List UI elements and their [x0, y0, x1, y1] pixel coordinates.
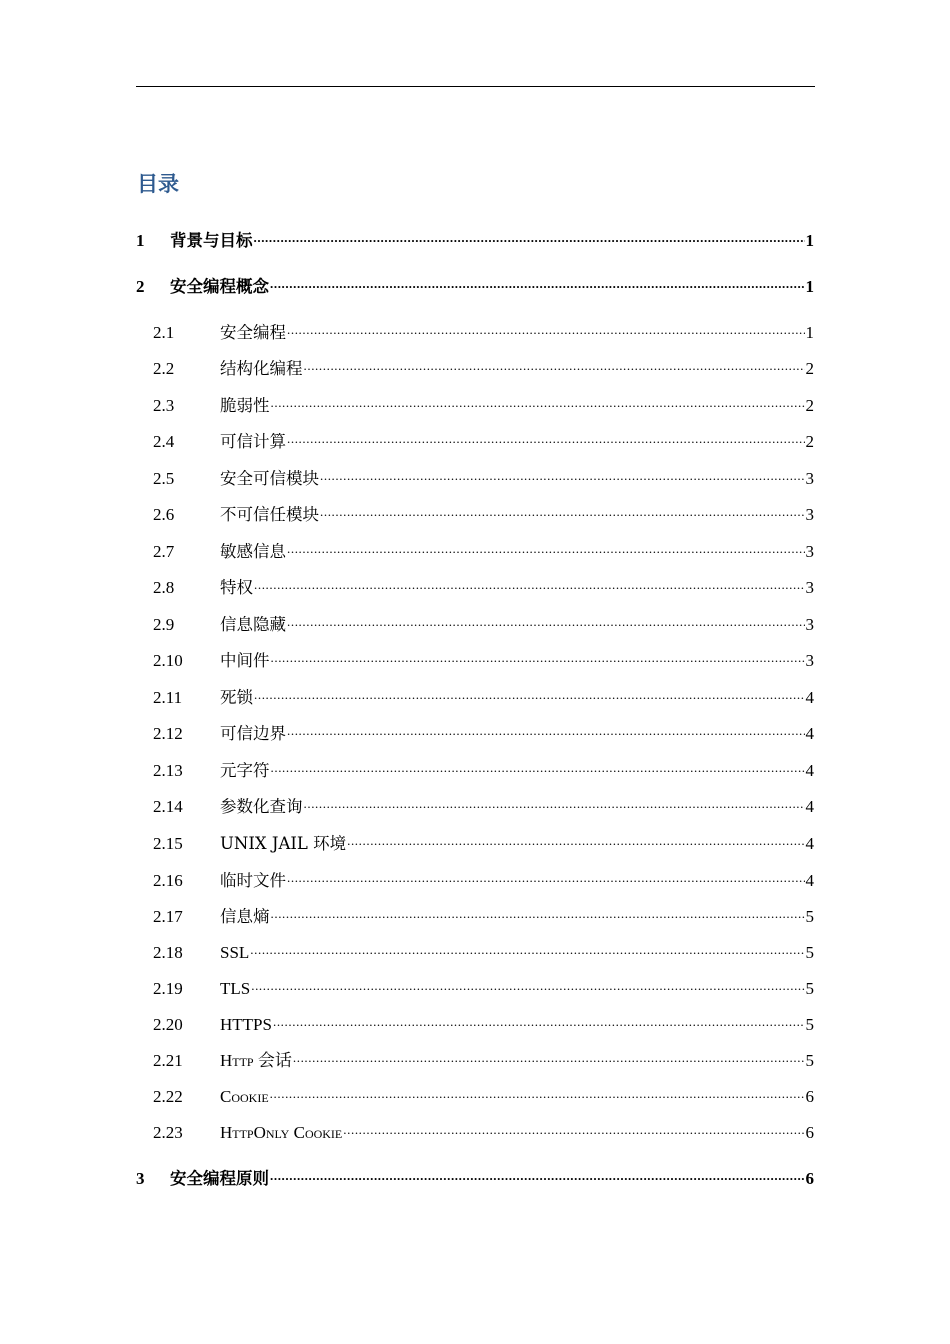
- toc-entry-number: 2.13: [153, 761, 183, 780]
- dot-leader: [287, 715, 805, 739]
- toc-entry-number: 2.9: [153, 615, 175, 634]
- toc-entry-label: 安全编程: [220, 323, 286, 342]
- toc-entry-2-13[interactable]: [136, 752, 814, 780]
- toc-entry-page: 6: [805, 1087, 814, 1106]
- toc-entry-number: 2.2: [153, 359, 175, 378]
- toc-entry-number: 2: [136, 277, 145, 296]
- dot-leader: [293, 1042, 805, 1066]
- toc-entry-label: 背景与目标: [170, 231, 253, 250]
- toc-entry-2-11[interactable]: [136, 679, 814, 707]
- dot-leader: [271, 752, 805, 776]
- toc-entry-page: 6: [805, 1169, 814, 1188]
- dot-leader: [343, 1114, 804, 1138]
- dot-leader: [287, 862, 805, 886]
- toc-entry-label: SSL: [220, 943, 250, 962]
- toc-entry-2-4[interactable]: [136, 423, 814, 451]
- toc-entry-2-12[interactable]: [136, 715, 814, 743]
- toc-entry-page: 4: [805, 724, 814, 743]
- toc-entry-number: 3: [136, 1169, 145, 1188]
- dot-leader: [271, 387, 805, 411]
- toc-entry-2-9[interactable]: [136, 606, 814, 634]
- toc-entry-page: 3: [805, 469, 814, 488]
- toc-entry-label: 参数化查询: [220, 797, 303, 816]
- toc-entry-number: 2.5: [153, 469, 175, 488]
- toc-entry-2-19[interactable]: [136, 970, 814, 998]
- toc-entry-label: Cookie: [220, 1087, 269, 1106]
- dot-leader: [251, 970, 804, 994]
- toc-entry-page: 2: [805, 359, 814, 378]
- toc-entry-2[interactable]: [136, 268, 814, 296]
- toc-entry-2-20[interactable]: [136, 1006, 814, 1034]
- toc-entry-page: 4: [805, 834, 814, 853]
- toc-entry-label: HTTPS: [220, 1015, 272, 1034]
- dot-leader: [270, 1078, 805, 1102]
- toc-entry-2-5[interactable]: [136, 460, 814, 488]
- dot-leader: [271, 642, 805, 666]
- toc-entry-number: 2.6: [153, 505, 175, 524]
- toc-entry-2-21[interactable]: [136, 1042, 814, 1070]
- dot-leader: [270, 268, 805, 292]
- toc-entry-2-6[interactable]: [136, 496, 814, 524]
- dot-leader: [254, 222, 805, 246]
- toc-entry-page: 5: [805, 1051, 814, 1070]
- toc-entry-number: 2.4: [153, 432, 175, 451]
- toc-entry-number: 2.8: [153, 578, 175, 597]
- toc-entry-page: 3: [805, 578, 814, 597]
- dot-leader: [287, 533, 805, 557]
- toc-entry-page: 6: [805, 1123, 814, 1142]
- toc-entry-label: 元字符: [220, 761, 270, 780]
- dot-leader: [347, 825, 804, 849]
- toc-entry-page: 4: [805, 871, 814, 890]
- toc-entry-2-1[interactable]: [136, 314, 814, 342]
- toc-entry-3[interactable]: [136, 1160, 814, 1188]
- toc-entry-label: 结构化编程: [220, 359, 303, 378]
- toc-entry-2-8[interactable]: [136, 569, 814, 597]
- toc-entry-2-3[interactable]: [136, 387, 814, 415]
- toc-entry-number: 2.14: [153, 797, 183, 816]
- toc-entry-label: 信息隐藏: [220, 615, 286, 634]
- toc-entry-page: 2: [805, 396, 814, 415]
- dot-leader: [271, 898, 805, 922]
- toc-entry-page: 1: [805, 277, 814, 296]
- toc-entry-2-15[interactable]: [136, 825, 814, 853]
- toc-entry-page: 1: [805, 231, 814, 250]
- toc-entry-number: 2.17: [153, 907, 183, 926]
- toc-entry-number: 2.20: [153, 1015, 183, 1034]
- toc-entry-page: 4: [805, 761, 814, 780]
- toc-entry-label: Http 会话: [220, 1051, 292, 1070]
- toc-entry-label: 安全可信模块: [220, 469, 319, 488]
- dot-leader: [287, 423, 805, 447]
- toc-entry-page: 5: [805, 979, 814, 998]
- toc-entry-2-10[interactable]: [136, 642, 814, 670]
- toc-entry-number: 2.7: [153, 542, 175, 561]
- toc-entry-label: 特权: [220, 578, 253, 597]
- toc-entry-page: 3: [805, 651, 814, 670]
- toc-entry-2-23[interactable]: [136, 1114, 814, 1142]
- toc-entry-number: 2.12: [153, 724, 183, 743]
- toc-entry-page: 3: [805, 542, 814, 561]
- dot-leader: [250, 934, 804, 958]
- toc-entry-page: 1: [805, 323, 814, 342]
- toc-entry-label: 安全编程概念: [170, 277, 269, 296]
- dot-leader: [287, 606, 805, 630]
- toc-entry-2-14[interactable]: [136, 788, 814, 816]
- toc-entry-label: 可信边界: [220, 724, 286, 743]
- toc-entry-label: 安全编程原则: [170, 1169, 269, 1188]
- toc-entry-number: 2.1: [153, 323, 175, 342]
- toc-entry-number: 2.19: [153, 979, 183, 998]
- toc-entry-number: 2.11: [153, 688, 183, 707]
- toc-entry-number: 2.15: [153, 834, 183, 853]
- header-rule: [136, 86, 815, 87]
- toc-entry-number: 2.22: [153, 1087, 183, 1106]
- dot-leader: [304, 788, 805, 812]
- toc-entry-page: 2: [805, 432, 814, 451]
- toc-entry-label: 敏感信息: [220, 542, 286, 561]
- toc-entry-page: 5: [805, 1015, 814, 1034]
- toc-entry-label: 可信计算: [220, 432, 286, 451]
- dot-leader: [273, 1006, 805, 1030]
- dot-leader: [254, 679, 805, 703]
- toc-title: 目录: [137, 172, 179, 196]
- toc-entry-number: 1: [136, 231, 145, 250]
- toc-entry-label: HttpOnly Cookie: [220, 1123, 343, 1142]
- toc-entry-label: UNIX JAIL 环境: [220, 834, 347, 853]
- toc-entry-page: 3: [805, 615, 814, 634]
- toc-entry-2-17[interactable]: [136, 898, 814, 926]
- toc-entry-2-7[interactable]: [136, 533, 814, 561]
- toc-entry-page: 4: [805, 688, 814, 707]
- toc-entry-number: 2.10: [153, 651, 183, 670]
- toc-entry-number: 2.18: [153, 943, 183, 962]
- dot-leader: [287, 314, 805, 338]
- toc-entry-number: 2.21: [153, 1051, 183, 1070]
- dot-leader: [320, 496, 805, 520]
- dot-leader: [304, 350, 805, 374]
- toc-entry-1[interactable]: [136, 222, 814, 250]
- toc-entry-2-22[interactable]: [136, 1078, 814, 1106]
- toc-entry-label: 信息熵: [220, 907, 270, 926]
- toc-entry-label: TLS: [220, 979, 251, 998]
- toc-entry-2-18[interactable]: [136, 934, 814, 962]
- toc-entry-label: 死锁: [220, 688, 253, 707]
- toc-entry-label: 脆弱性: [220, 396, 270, 415]
- toc-entry-label: 不可信任模块: [220, 505, 319, 524]
- toc-entry-page: 4: [805, 797, 814, 816]
- toc-entry-2-16[interactable]: [136, 862, 814, 890]
- dot-leader: [320, 460, 805, 484]
- toc-entry-number: 2.3: [153, 396, 175, 415]
- toc-entry-2-2[interactable]: [136, 350, 814, 378]
- dot-leader: [254, 569, 805, 593]
- toc-entry-page: 5: [805, 907, 814, 926]
- toc-entry-label: 临时文件: [220, 871, 286, 890]
- toc-entry-page: 3: [805, 505, 814, 524]
- toc-entry-page: 5: [805, 943, 814, 962]
- toc-entry-number: 2.16: [153, 871, 183, 890]
- dot-leader: [270, 1160, 805, 1184]
- toc-entry-label: 中间件: [220, 651, 270, 670]
- toc-entry-number: 2.23: [153, 1123, 183, 1142]
